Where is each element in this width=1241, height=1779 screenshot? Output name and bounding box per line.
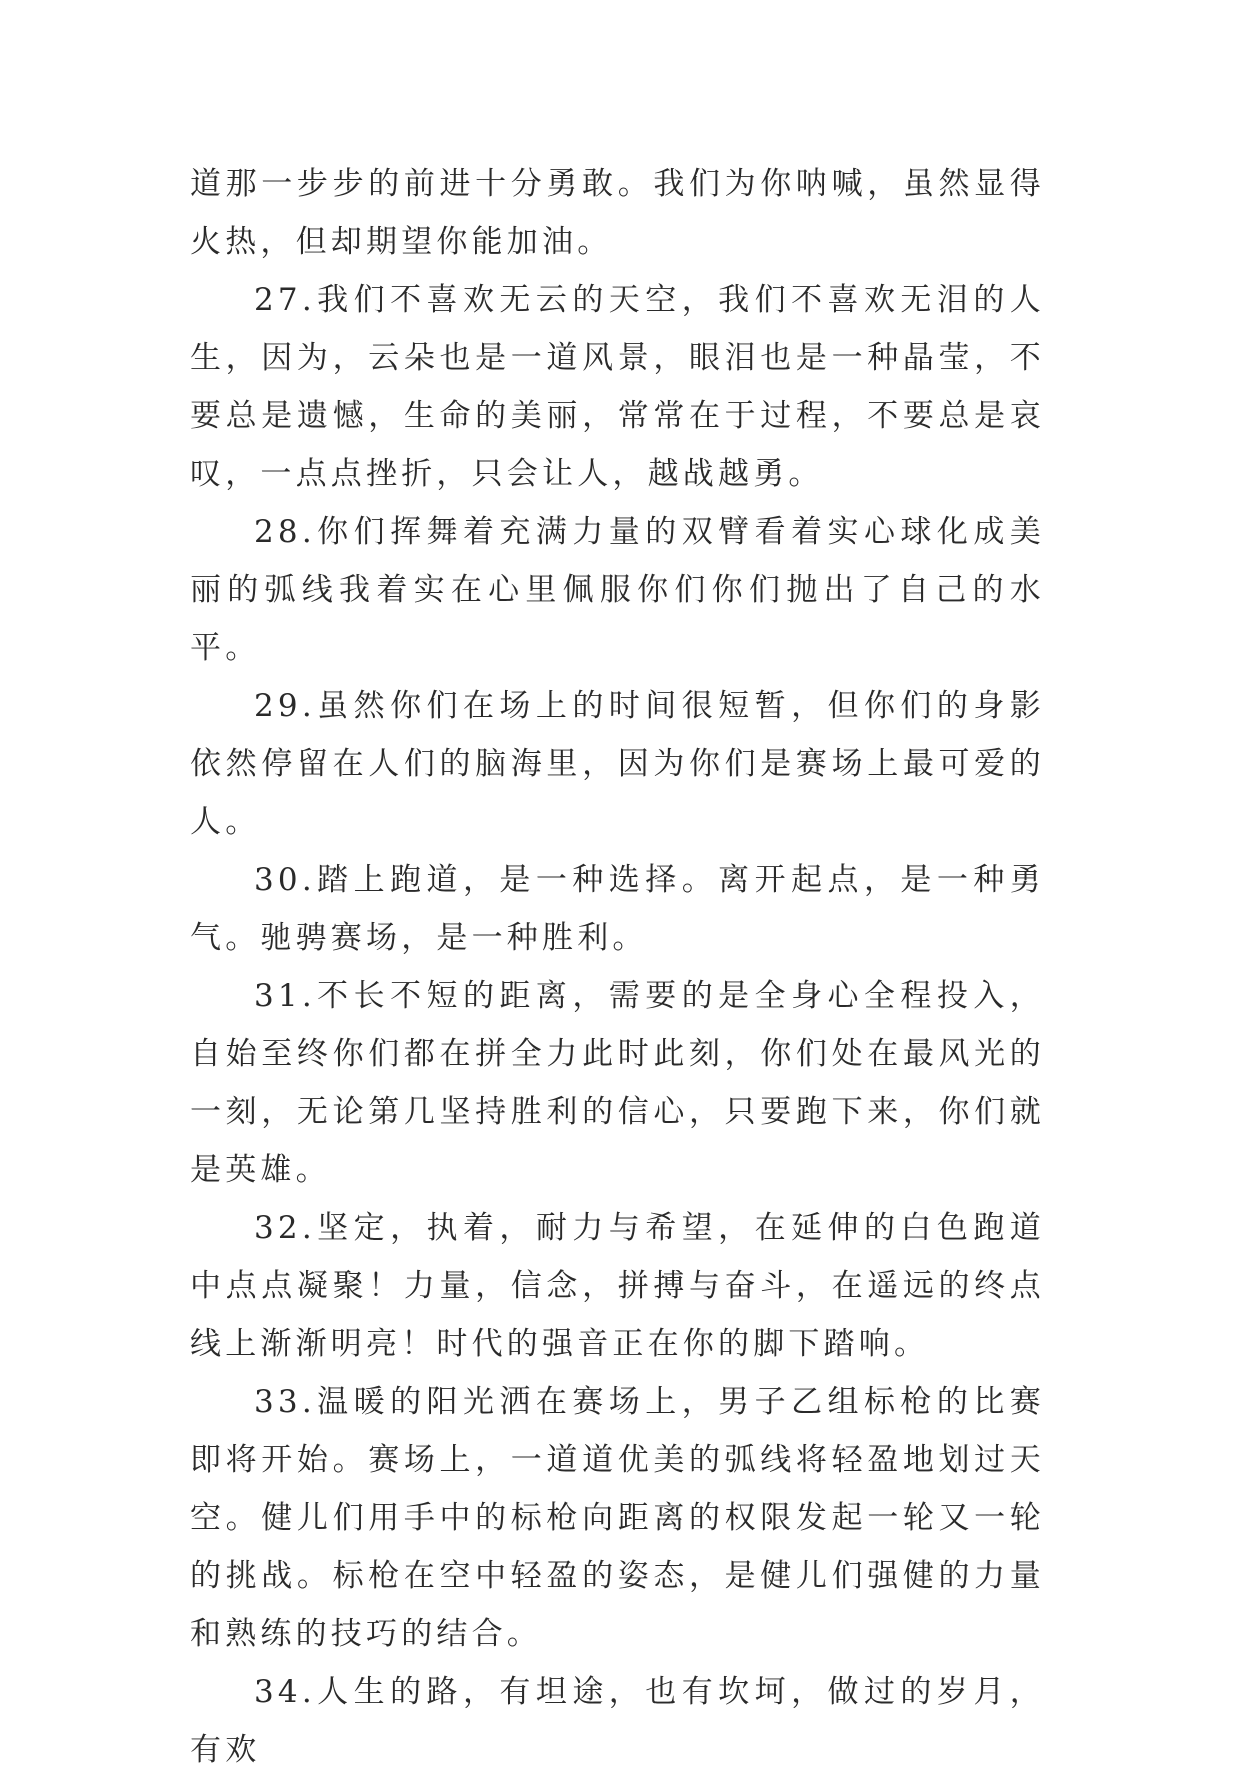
paragraph-30: 30.踏上跑道，是一种选择。离开起点，是一种勇气。驰骋赛场，是一种胜利。 [190,862,1045,956]
body-text [190,155,1045,1779]
paragraph-32: 32.坚定，执着，耐力与希望，在延伸的白色跑道中点点凝聚！力量，信念，拼搏与奋斗，在遥远的终点线上渐渐明亮！时代的强音正在你的脚下踏响。 [190,1210,1045,1362]
paragraph-28: 28.你们挥舞着充满力量的双臂看着实心球化成美丽的弧线我着实在心里佩服你们你们抛出了自己的水平。 [190,514,1045,666]
paragraph-continuation: 道那一步步的前进十分勇敢。我们为你呐喊，虽然显得火热，但却期望你能加油。 [190,166,1045,260]
paragraph-31: 31.不长不短的距离，需要的是全身心全程投入，自始至终你们都在拼全力此时此刻，你们处在最风光的一刻，无论第几坚持胜利的信心，只要跑下来，你们就是英雄。 [190,978,1045,1188]
paragraph-34: 34.人生的路，有坦途，也有坎坷，做过的岁月，有欢 [190,1674,1045,1768]
paragraph-33: 33.温暖的阳光洒在赛场上，男子乙组标枪的比赛即将开始。赛场上，一道道优美的弧线将轻盈地划过天空。健儿们用手中的标枪向距离的权限发起一轮又一轮的挑战。标枪在空中轻盈的姿态，是健儿们强健的力量和熟练的技巧的结合。 [190,1384,1045,1652]
paragraph-29: 29.虽然你们在场上的时间很短暂，但你们的身影依然停留在人们的脑海里，因为你们是赛场上最可爱的人。 [190,688,1045,840]
paragraph-27: 27.我们不喜欢无云的天空，我们不喜欢无泪的人生，因为，云朵也是一道风景，眼泪也是一种晶莹，不要总是遗憾，生命的美丽，常常在于过程，不要总是哀叹，一点点挫折，只会让人，越战越勇。 [190,282,1045,492]
